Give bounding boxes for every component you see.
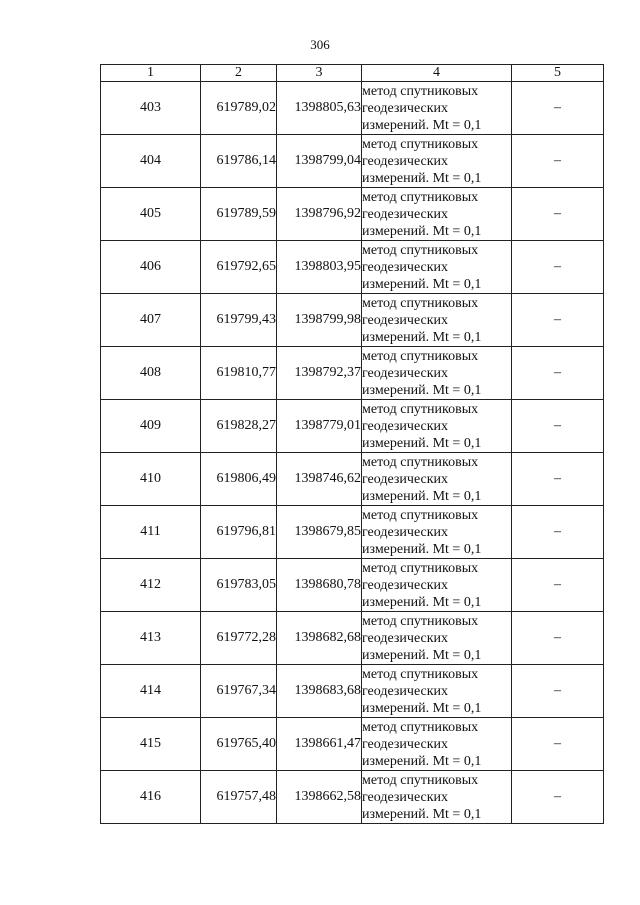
point-number-cell: 408 (101, 347, 201, 400)
method-line: геодезических (362, 418, 449, 434)
point-number-cell: 414 (101, 665, 201, 718)
method-line: измерений. Mt = 0,1 (362, 223, 482, 239)
x-coordinate-cell: 619789,02 (201, 82, 277, 135)
column-header-4: 4 (362, 65, 512, 82)
table-row (101, 135, 604, 188)
note-cell: – (512, 294, 604, 347)
y-coordinate-cell: 1398799,04 (277, 135, 362, 188)
y-coordinate-cell: 1398799,98 (277, 294, 362, 347)
note-cell: – (512, 665, 604, 718)
y-coordinate-cell: 1398746,62 (277, 453, 362, 506)
point-number-cell: 416 (101, 771, 201, 824)
header-row (101, 65, 604, 82)
method-line: геодезических (362, 206, 449, 222)
method-cell (362, 82, 512, 135)
table-row (101, 612, 604, 665)
x-coordinate-cell: 619783,05 (201, 559, 277, 612)
method-line: измерений. Mt = 0,1 (362, 276, 482, 292)
method-cell (362, 718, 512, 771)
table-row (101, 400, 604, 453)
y-coordinate-cell: 1398779,01 (277, 400, 362, 453)
y-coordinate-cell: 1398661,47 (277, 718, 362, 771)
column-header-5: 5 (512, 65, 604, 82)
method-cell (362, 665, 512, 718)
y-coordinate-cell: 1398662,58 (277, 771, 362, 824)
point-number-cell: 415 (101, 718, 201, 771)
method-line: метод спутниковых (362, 83, 479, 99)
table-row (101, 506, 604, 559)
method-line: измерений. Mt = 0,1 (362, 700, 482, 716)
method-line: измерений. Mt = 0,1 (362, 435, 482, 451)
method-line: геодезических (362, 365, 449, 381)
method-line: геодезических (362, 153, 449, 169)
method-cell (362, 294, 512, 347)
method-line: геодезических (362, 630, 449, 646)
table-row (101, 294, 604, 347)
method-cell (362, 612, 512, 665)
method-line: измерений. Mt = 0,1 (362, 329, 482, 345)
method-line: метод спутниковых (362, 454, 479, 470)
method-line: геодезических (362, 789, 449, 805)
y-coordinate-cell: 1398682,68 (277, 612, 362, 665)
method-line: измерений. Mt = 0,1 (362, 594, 482, 610)
column-header-1: 1 (101, 65, 201, 82)
y-coordinate-cell: 1398683,68 (277, 665, 362, 718)
x-coordinate-cell: 619799,43 (201, 294, 277, 347)
y-coordinate-cell: 1398680,78 (277, 559, 362, 612)
table-row (101, 665, 604, 718)
table-row (101, 559, 604, 612)
method-line: метод спутниковых (362, 666, 479, 682)
note-cell: – (512, 82, 604, 135)
note-cell: – (512, 559, 604, 612)
method-line: геодезических (362, 259, 449, 275)
method-line: метод спутниковых (362, 295, 479, 311)
point-number-cell: 407 (101, 294, 201, 347)
method-line: измерений. Mt = 0,1 (362, 170, 482, 186)
method-cell (362, 559, 512, 612)
y-coordinate-cell: 1398679,85 (277, 506, 362, 559)
method-cell (362, 347, 512, 400)
method-cell (362, 400, 512, 453)
x-coordinate-cell: 619765,40 (201, 718, 277, 771)
note-cell: – (512, 135, 604, 188)
table-row (101, 188, 604, 241)
table-header (101, 65, 604, 82)
method-line: метод спутниковых (362, 189, 479, 205)
table-row (101, 347, 604, 400)
method-line: геодезических (362, 736, 449, 752)
x-coordinate-cell: 619792,65 (201, 241, 277, 294)
note-cell: – (512, 347, 604, 400)
table-row (101, 718, 604, 771)
note-cell: – (512, 400, 604, 453)
method-line: измерений. Mt = 0,1 (362, 488, 482, 504)
point-number-cell: 410 (101, 453, 201, 506)
table-row (101, 453, 604, 506)
method-line: геодезических (362, 471, 449, 487)
x-coordinate-cell: 619810,77 (201, 347, 277, 400)
method-line: геодезических (362, 577, 449, 593)
coordinates-table (100, 64, 604, 824)
x-coordinate-cell: 619786,14 (201, 135, 277, 188)
method-cell (362, 771, 512, 824)
note-cell: – (512, 612, 604, 665)
method-line: измерений. Mt = 0,1 (362, 117, 482, 133)
note-cell: – (512, 771, 604, 824)
point-number-cell: 405 (101, 188, 201, 241)
method-line: метод спутниковых (362, 507, 479, 523)
method-cell (362, 241, 512, 294)
method-line: измерений. Mt = 0,1 (362, 806, 482, 822)
note-cell: – (512, 188, 604, 241)
method-cell (362, 453, 512, 506)
column-header-3: 3 (277, 65, 362, 82)
table-row (101, 771, 604, 824)
x-coordinate-cell: 619828,27 (201, 400, 277, 453)
x-coordinate-cell: 619772,28 (201, 612, 277, 665)
point-number-cell: 413 (101, 612, 201, 665)
table-row (101, 241, 604, 294)
point-number-cell: 404 (101, 135, 201, 188)
y-coordinate-cell: 1398792,37 (277, 347, 362, 400)
point-number-cell: 412 (101, 559, 201, 612)
method-line: метод спутниковых (362, 401, 479, 417)
x-coordinate-cell: 619767,34 (201, 665, 277, 718)
x-coordinate-cell: 619806,49 (201, 453, 277, 506)
page-number: 306 (310, 37, 330, 52)
method-line: метод спутниковых (362, 136, 479, 152)
point-number-cell: 406 (101, 241, 201, 294)
method-line: геодезических (362, 524, 449, 540)
method-cell (362, 135, 512, 188)
method-line: измерений. Mt = 0,1 (362, 753, 482, 769)
column-header-2: 2 (201, 65, 277, 82)
method-line: метод спутниковых (362, 560, 479, 576)
method-line: метод спутниковых (362, 348, 479, 364)
method-line: метод спутниковых (362, 719, 479, 735)
note-cell: – (512, 241, 604, 294)
point-number-cell: 403 (101, 82, 201, 135)
point-number-cell: 411 (101, 506, 201, 559)
method-line: измерений. Mt = 0,1 (362, 647, 482, 663)
method-line: метод спутниковых (362, 613, 479, 629)
y-coordinate-cell: 1398796,92 (277, 188, 362, 241)
note-cell: – (512, 453, 604, 506)
method-line: геодезических (362, 312, 449, 328)
y-coordinate-cell: 1398805,63 (277, 82, 362, 135)
method-line: измерений. Mt = 0,1 (362, 541, 482, 557)
table-row (101, 82, 604, 135)
table-body (101, 82, 604, 824)
note-cell: – (512, 506, 604, 559)
x-coordinate-cell: 619789,59 (201, 188, 277, 241)
method-cell (362, 506, 512, 559)
y-coordinate-cell: 1398803,95 (277, 241, 362, 294)
x-coordinate-cell: 619757,48 (201, 771, 277, 824)
x-coordinate-cell: 619796,81 (201, 506, 277, 559)
point-number-cell: 409 (101, 400, 201, 453)
method-line: измерений. Mt = 0,1 (362, 382, 482, 398)
note-cell: – (512, 718, 604, 771)
method-line: метод спутниковых (362, 242, 479, 258)
method-line: геодезических (362, 100, 449, 116)
method-cell (362, 188, 512, 241)
method-line: геодезических (362, 683, 449, 699)
method-line: метод спутниковых (362, 772, 479, 788)
